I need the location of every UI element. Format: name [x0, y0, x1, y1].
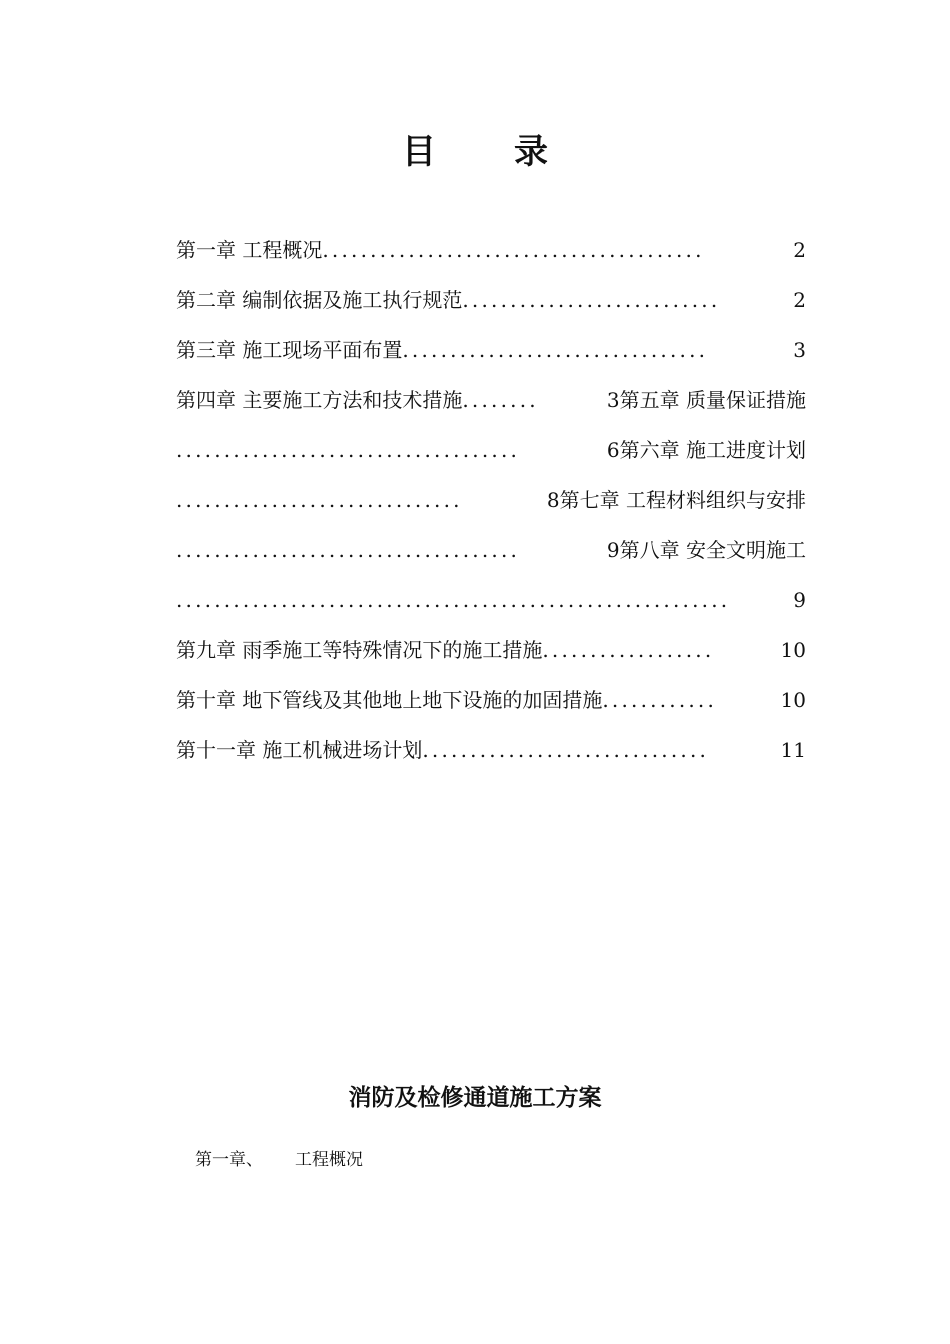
toc-entry-label: 第九章 雨季施工等特殊情况下的施工措施 [176, 638, 543, 662]
toc-leader-dots: ................................ [402, 338, 709, 362]
toc-entry-label: 第十一章 施工机械进场计划 [176, 738, 423, 762]
toc-entry-label: 第一章 工程概况 [176, 238, 323, 262]
section-heading [195, 1146, 363, 1174]
toc-leader-dots: .................................... [176, 538, 521, 562]
toc-entry-label: 第七章 工程材料组织与安排 [559, 488, 806, 512]
toc-entry-chapter-5[interactable] [176, 425, 806, 475]
section-number: 第一章、 [195, 1150, 263, 1170]
toc-entry-label: 第十章 地下管线及其他地上地下设施的加固措施 [176, 688, 603, 712]
toc-entry-label: 第六章 施工进度计划 [619, 438, 806, 462]
toc-leader-dots: .......................................................... [176, 588, 731, 612]
toc-entry-chapter-3[interactable] [176, 325, 806, 375]
toc-leader-dots: ........................... [462, 288, 721, 312]
toc-entry-chapter-4[interactable] [176, 375, 806, 425]
toc-entry-chapter-8[interactable] [176, 575, 806, 625]
toc-page-number: 3 [606, 388, 620, 412]
toc-leader-dots: .................. [542, 638, 715, 662]
toc-leader-dots: .............................. [176, 488, 463, 512]
toc-page-number: 2 [793, 238, 806, 262]
toc-leader-dots: .................................... [176, 438, 521, 462]
toc-entry-chapter-11[interactable] [176, 725, 806, 775]
toc-title: 目录 [402, 132, 626, 172]
toc-page-number: 6 [606, 438, 620, 462]
table-of-contents [176, 225, 806, 775]
toc-page-number: 8 [546, 488, 560, 512]
toc-entry-chapter-10[interactable] [176, 675, 806, 725]
toc-entry-label: 第四章 主要施工方法和技术措施 [176, 388, 463, 412]
toc-entry-chapter-9[interactable] [176, 625, 806, 675]
toc-leader-dots: ........ [462, 388, 539, 412]
toc-entry-label: 第三章 施工现场平面布置 [176, 338, 403, 362]
toc-entry-chapter-7[interactable] [176, 525, 806, 575]
toc-entry-chapter-2[interactable] [176, 275, 806, 325]
toc-page-number: 10 [780, 638, 806, 662]
toc-leader-dots: ........................................ [322, 238, 705, 262]
toc-entry-label: 第五章 质量保证措施 [619, 388, 806, 412]
toc-entry-label: 第八章 安全文明施工 [619, 538, 806, 562]
toc-page-number: 10 [780, 688, 806, 712]
toc-page-number: 2 [793, 288, 806, 312]
toc-leader-dots: .............................. [422, 738, 710, 762]
toc-page-number: 9 [606, 538, 620, 562]
document-title: 消防及检修通道施工方案 [348, 1084, 602, 1111]
toc-page-number: 11 [780, 738, 806, 762]
section-title: 工程概况 [295, 1150, 363, 1170]
toc-entry-label: 第二章 编制依据及施工执行规范 [176, 288, 463, 312]
toc-page-number: 3 [793, 338, 806, 362]
toc-leader-dots: ............ [602, 688, 718, 712]
toc-entry-chapter-1[interactable] [176, 225, 806, 275]
toc-page-number: 9 [793, 588, 806, 612]
toc-entry-chapter-6[interactable] [176, 475, 806, 525]
